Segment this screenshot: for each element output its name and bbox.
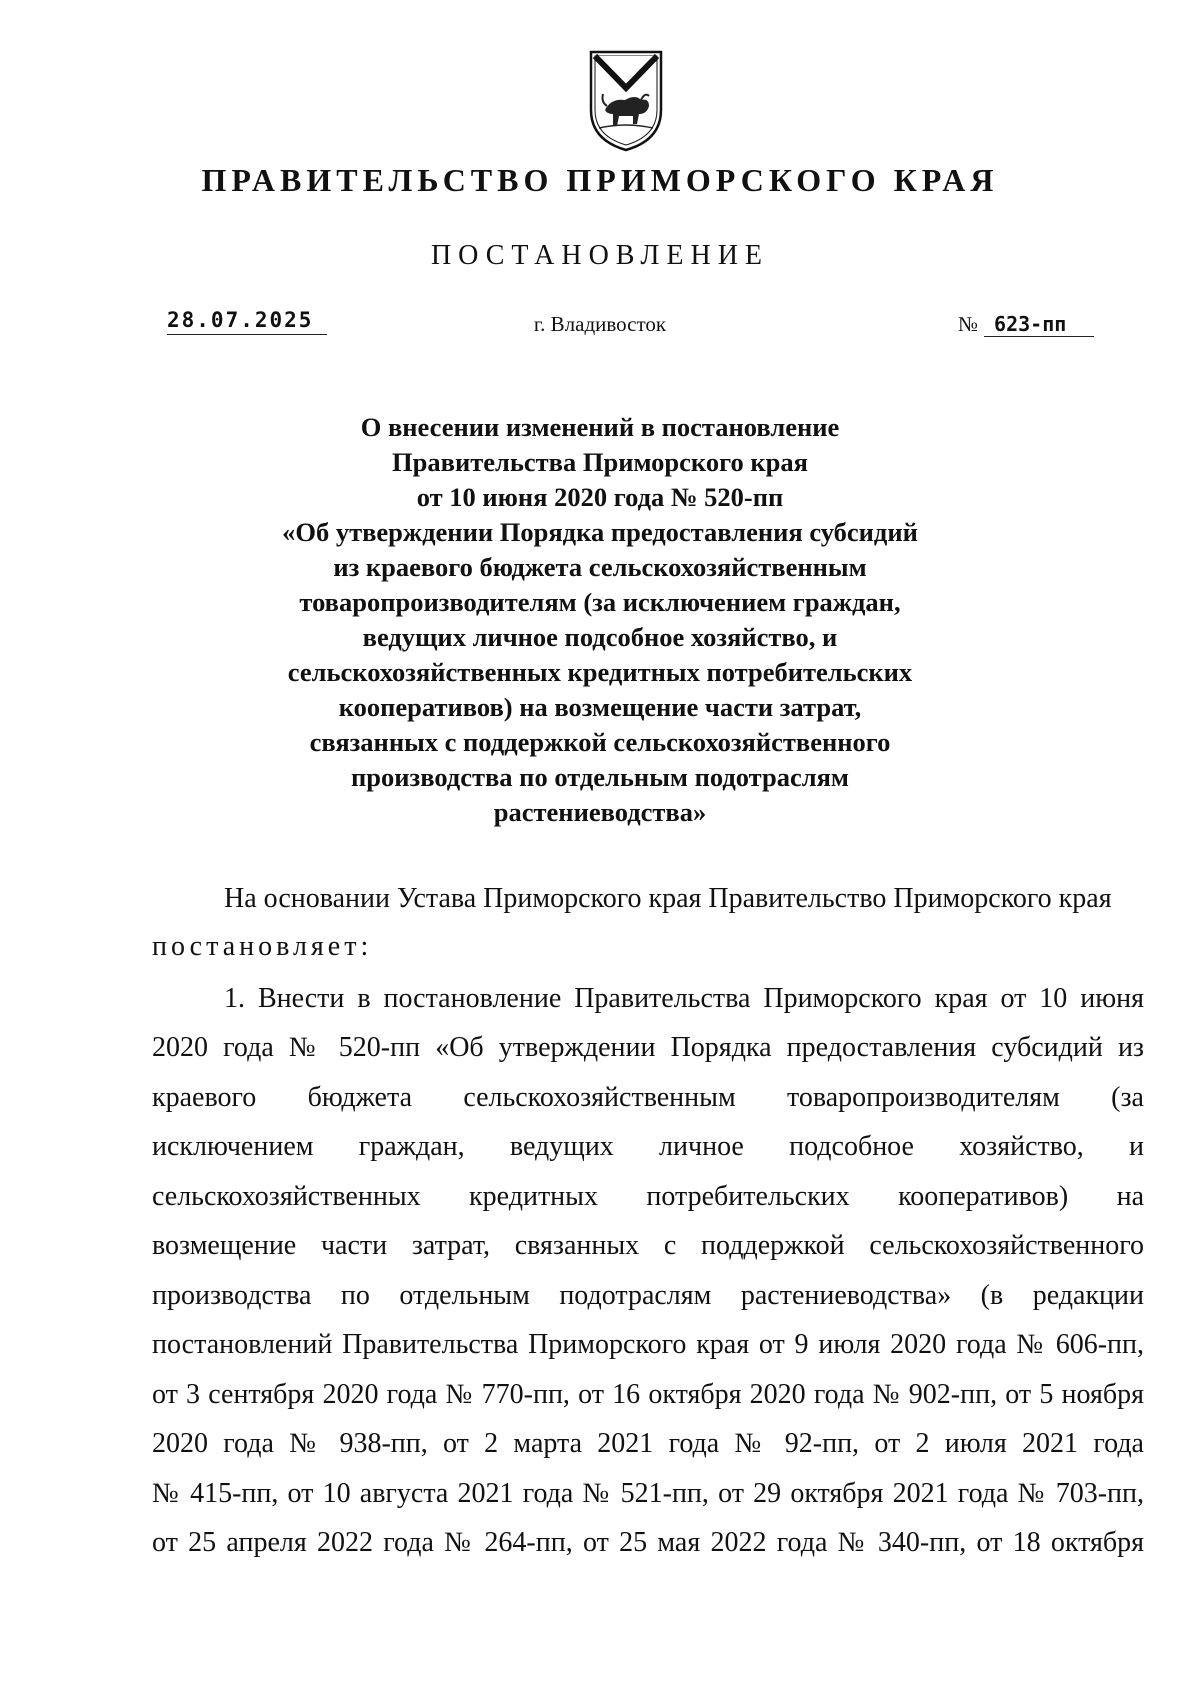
subject-line: ведущих личное подсобное хозяйство, и (362, 622, 838, 652)
document-number-block (958, 312, 1094, 337)
body-line: 2020 года № 938-пп, от 2 марта 2021 года № 92-пп, от 2 июля 2021 года (152, 1428, 1144, 1459)
subject-line: сельскохозяйственных кредитных потребительских (287, 657, 913, 687)
subject-line: «Об утверждении Порядка предоставления субсидий (282, 517, 918, 547)
subject-line: связанных с поддержкой сельскохозяйственного (309, 727, 891, 757)
document-subject (150, 410, 1050, 830)
subject-line: из краевого бюджета сельскохозяйственным (333, 552, 867, 582)
document-date: 28.07.2025 (167, 308, 327, 335)
subject-line: от 10 июня 2020 года № 520-пп (416, 482, 784, 512)
document-type: ПОСТАНОВЛЕНИЕ (430, 240, 770, 271)
coat-of-arms-icon (585, 48, 667, 154)
body-line: производства по отдельным подотраслям растениеводства» (в редакции (152, 1280, 1144, 1311)
body-line: возмещение части затрат, связанных с поддержкой сельскохозяйственного (152, 1230, 1144, 1261)
body-line: исключением граждан, ведущих личное подсобное хозяйство, и (152, 1131, 1144, 1162)
body-line: от 3 сентября 2020 года № 770-пп, от 16 октября 2020 года № 902-пп, от 5 ноября (152, 1379, 1144, 1410)
document-number: 623-пп (984, 312, 1094, 337)
body-line: № 415-пп, от 10 августа 2021 года № 521-пп, от 29 октября 2021 года № 703-пп, (152, 1478, 1144, 1509)
government-name: ПРАВИТЕЛЬСТВО ПРИМОРСКОГО КРАЯ (201, 162, 999, 198)
subject-line: Правительства Приморского края (392, 447, 808, 477)
body-line: постановляет: (152, 931, 373, 962)
subject-line: товаропроизводителям (за исключением граждан, (299, 587, 901, 617)
body-line: 2020 года № 520-пп «Об утверждении Порядка предоставления субсидий из (152, 1032, 1144, 1063)
subject-line: О внесении изменений в постановление (360, 412, 840, 442)
body-line: от 25 апреля 2022 года № 264-пп, от 25 мая 2022 года № 340-пп, от 18 октября (152, 1527, 1144, 1558)
body-line: 1. Внести в постановление Правительства Приморского края от 10 июня (224, 983, 1144, 1014)
subject-line: производства по отдельным подотраслям (351, 762, 849, 792)
body-line: постановлений Правительства Приморского края от 9 июля 2020 года № 606-пп, (152, 1329, 1144, 1360)
number-sign: № (958, 312, 979, 336)
body-line: краевого бюджета сельскохозяйственным товаропроизводителям (за (152, 1082, 1144, 1113)
body-line: На основании Устава Приморского края Правительство Приморского края (224, 883, 1112, 914)
body-line: сельскохозяйственных кредитных потребительских кооперативов) на (152, 1181, 1144, 1212)
document-meta (0, 308, 1200, 348)
document-city: г. Владивосток (533, 312, 667, 336)
subject-line: кооперативов) на возмещение части затрат, (338, 692, 862, 722)
subject-line: растениеводства» (493, 797, 707, 827)
